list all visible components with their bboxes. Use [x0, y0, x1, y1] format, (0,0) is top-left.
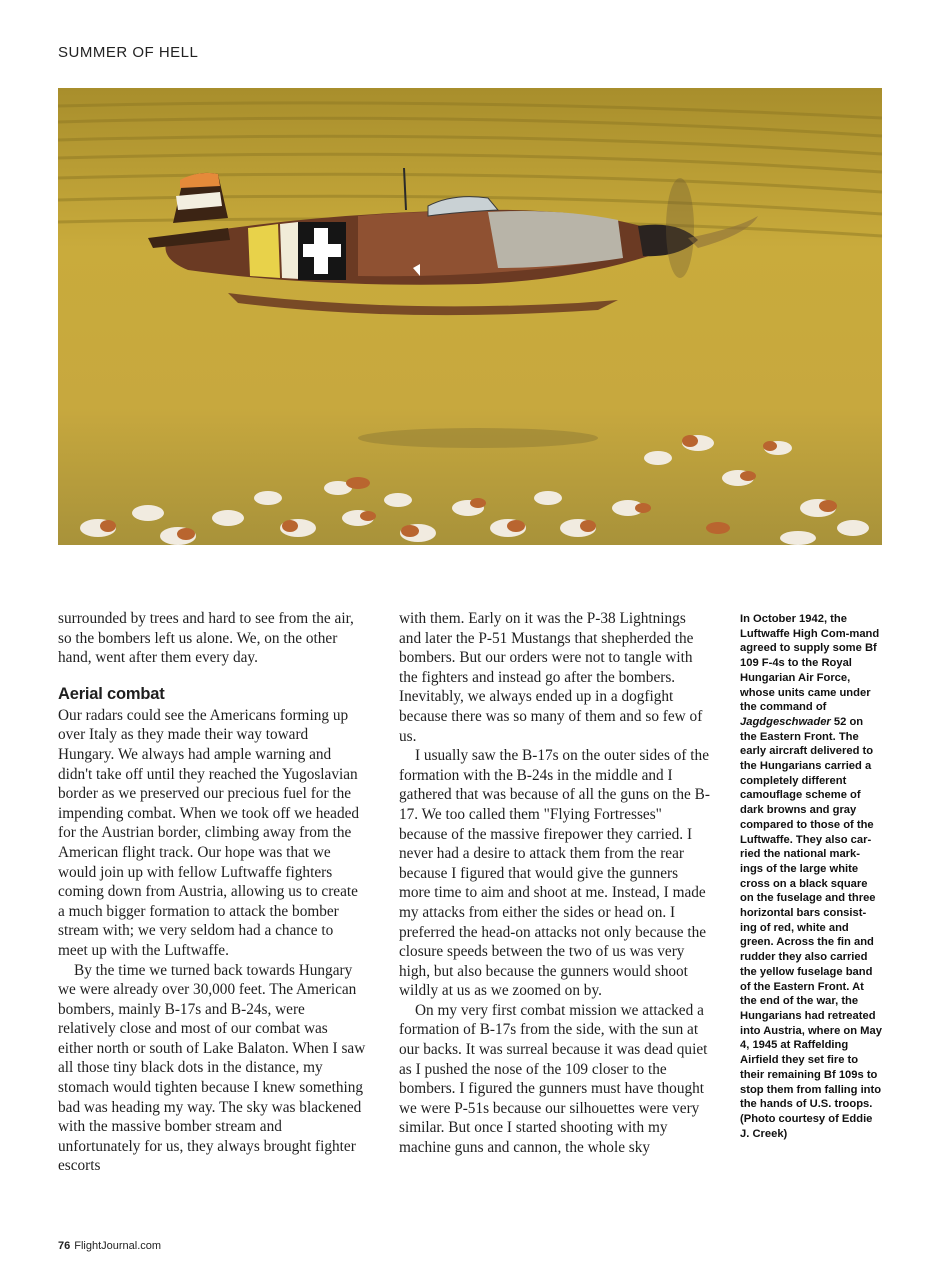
- section-heading: Aerial combat: [58, 684, 165, 703]
- paragraph: By the time we turned back towards Hungary we were already over 30,000 feet. The American bombers, mainly B-17s and B-24s, were relatively close and most of our combat was either north or south of Lake Balaton. When I saw all those tiny black dots in the distance, my stomach would tighten because I knew something bad was heading my way. The sky was blackened with the massive bomber stream and unfortunately for us, they always brought fighter escorts: [58, 961, 366, 1175]
- text-column-1: [58, 609, 366, 1176]
- caption-italic-text: Jagdgeschwader: [740, 715, 831, 728]
- paragraph: surrounded by trees and hard to see from the air, so the bombers left us alone. We, on the other hand, went after them every day.: [58, 610, 354, 667]
- footer-site: FlightJournal.com: [74, 1240, 162, 1252]
- text-column-2: [399, 609, 711, 1158]
- caption-text: 52 on the Eastern Front. The early aircraft delivered to the Hungarians carried a completely different camouflage scheme of dark browns and gray compared to those of the Luftwaffe. They also car-ried the national mark-ings of the large white cross on a black square on the fuselage and three horizontal bars consist-ing of red, white and green. Across the fin and rudder they also carried the yellow fuselage band of the Eastern Front. At the end of the war, the Hungarians had retreated into Austria, where on May 4, 1945 at Raffelding Airfield they set fire to their remaining Bf 109s to stop them from falling into the hands of U.S. troops. (Photo courtesy of Eddie J. Creek): [740, 715, 882, 1140]
- paragraph: On my very first combat mission we attacked a formation of B-17s from the side, with the sun at our backs. It was surreal because it was dead quiet as I pushed the nose of the 109 closer to the bombers. I figured the gunners must have thought we were P-51s because our silhouettes were very similar. But once I started shooting with my machine guns and cannon, the whole sky: [399, 1001, 708, 1157]
- paragraph: Our radars could see the Americans forming up over Italy as they made their way toward Hungary. We always had ample warning and didn't take off until they reached the Yugoslavian border as we preserved our precious fuel for the impending combat. When we took off we headed for the Austrian border, climbing away from the American flight track. Our hope was that we would join up with fellow Luftwaffe fighters coming down from Austria, allowing us to create a much bigger formation to attack the bomber stream with; we very seldom had a chance to meet up with the Luftwaffe.: [58, 706, 360, 959]
- paragraph: I usually saw the B-17s on the outer sides of the formation with the B-24s in the middle and I gathered that was because of all the guns on the B-17. We too called them "Flying Fortresses" because of the massive firepower they carried. I never had a desire to attack them from the rear because I figured that would give the gunners more time to aim and shoot at me. Instead, I made my attacks from either the sides or head on. I preferred the head-on attacks not only because the closure speeds between the two of us was very high, but also because the gunners would shoot wildly at us as we zoomed on by.: [399, 747, 710, 1000]
- page-number: 76: [58, 1240, 71, 1252]
- aircraft-photo-illustration: [58, 88, 882, 545]
- page-footer: [58, 1240, 161, 1252]
- photo-caption: [740, 612, 882, 1141]
- aircraft-photo: [58, 88, 882, 545]
- paragraph: with them. Early on it was the P-38 Lightnings and later the P-51 Mustangs that shepherded the bombers. But our orders were not to tangle with the fighters and instead go after the bombers. Inevitably, we always ended up in a dogfight because there was so many of them and so few of us.: [399, 610, 703, 745]
- section-label: SUMMER OF HELL: [58, 44, 199, 61]
- caption-text: In October 1942, the Luftwaffe High Com-mand agreed to supply some Bf 109 F-4s to the Royal Hungarian Air Force, whose units came under the command of: [740, 613, 880, 714]
